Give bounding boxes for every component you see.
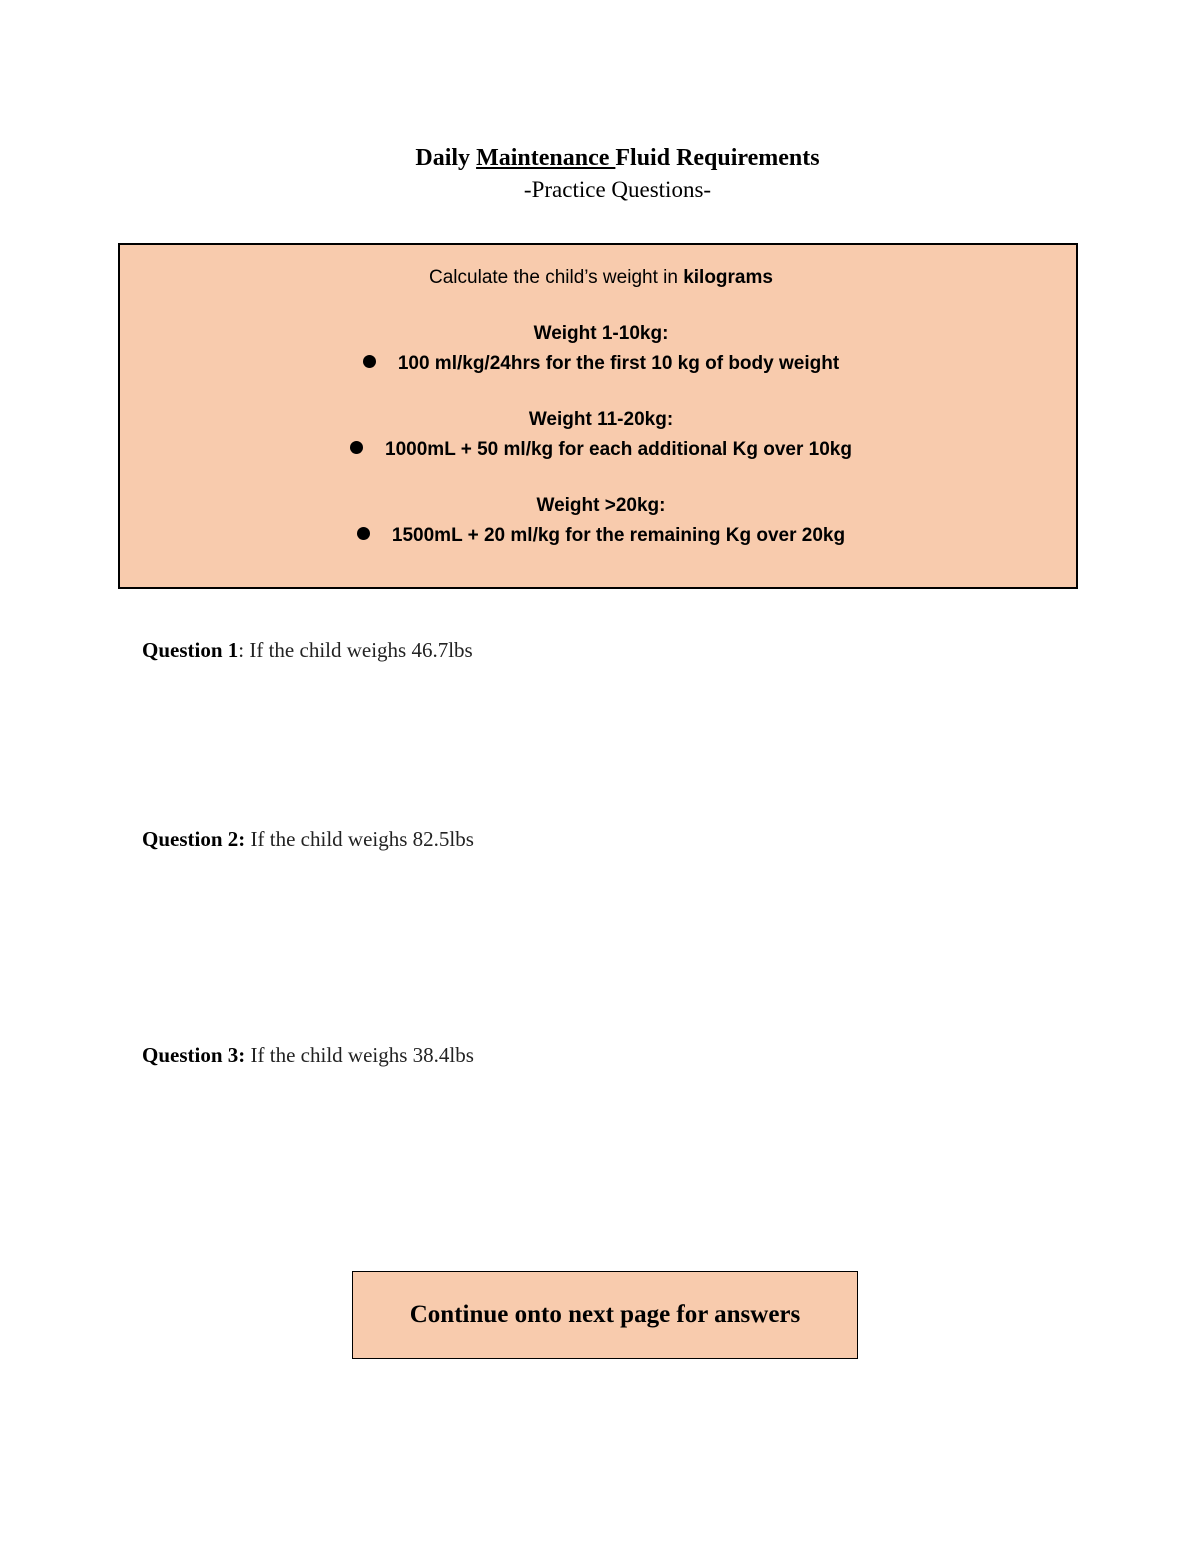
- question-text: If the child weighs 38.4lbs: [245, 1043, 474, 1067]
- question-3: [142, 1041, 474, 1069]
- fluid-rules-content: [120, 263, 1082, 551]
- rule-bullet: [120, 521, 1082, 551]
- rules-intro: [120, 263, 1082, 293]
- rule-heading: Weight 11-20kg:: [528, 409, 674, 430]
- question-label: Question 1: [142, 638, 239, 662]
- rule-bullet: [120, 435, 1082, 465]
- rules-intro-bold: kilograms: [683, 267, 773, 288]
- rule-group-11-20kg: [120, 405, 1082, 465]
- question-label: Question 2:: [142, 827, 246, 851]
- page-subtitle: -Practice Questions-: [523, 177, 712, 202]
- continue-notice-text: Continue onto next page for answers: [409, 1301, 801, 1328]
- rule-bullet-text: 100 ml/kg/24hrs for the first 10 kg of body weight: [397, 353, 840, 374]
- bullet-dot-icon: [357, 527, 370, 540]
- rule-group-over-20kg: [120, 491, 1082, 551]
- bullet-dot-icon: [350, 441, 363, 454]
- bullet-dot-icon: [363, 355, 376, 368]
- rule-bullet-text: 1500mL + 20 ml/kg for the remaining Kg over 20kg: [391, 525, 846, 546]
- rule-group-1-10kg: [120, 319, 1082, 379]
- page-title: [0, 142, 1200, 174]
- rule-bullet-text: 1000mL + 50 ml/kg for each additional Kg over 10kg: [385, 439, 852, 460]
- title-underlined-word: Maintenance: [476, 145, 616, 171]
- title-suffix: Fluid Requirements: [615, 145, 820, 171]
- rule-bullet: [120, 349, 1082, 379]
- rule-heading: Weight >20kg:: [536, 495, 666, 516]
- rule-heading: Weight 1-10kg:: [533, 323, 669, 344]
- document-header: [0, 142, 1200, 206]
- rules-intro-text: Calculate the child’s weight in: [429, 267, 684, 288]
- fluid-rules-box: [118, 243, 1078, 589]
- question-1: [142, 636, 473, 664]
- title-prefix: Daily: [415, 145, 477, 171]
- question-2: [142, 825, 474, 853]
- question-label: Question 3:: [142, 1043, 246, 1067]
- question-text: If the child weighs 82.5lbs: [245, 827, 474, 851]
- question-text: : If the child weighs 46.7lbs: [238, 638, 473, 662]
- continue-notice-box: [352, 1271, 858, 1359]
